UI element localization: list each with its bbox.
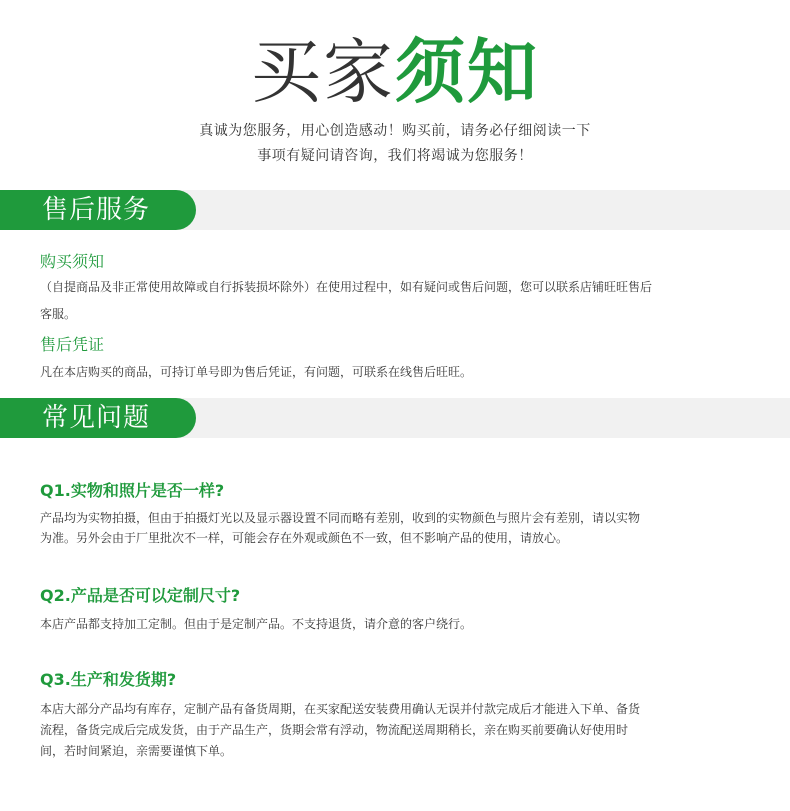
after-sales-section-bar [0, 190, 790, 230]
header [0, 0, 790, 190]
faq-section-bar [0, 398, 790, 438]
voucher-text: 凡在本店购买的商品，可持订单号即为售后凭证，有问题，可联系在线售后旺旺。 [40, 365, 473, 379]
intro-line-2: 事项有疑问请咨询，我们将竭诚为您服务！ [257, 148, 533, 164]
purchase-notice-title: 购买须知 [40, 252, 105, 271]
after-sales-heading: 售后服务 [42, 195, 151, 225]
intro-line-1: 真诚为您服务，用心创造感动！购买前，请务必仔细阅读一下 [199, 123, 591, 139]
after-sales-tab [0, 190, 196, 230]
faq-q2-answer-line-1: 本店产品都支持加工定制。但由于是定制产品。不支持退货，请介意的客户绕行。 [40, 617, 473, 631]
faq-q3-answer-line-1: 本店大部分产品均有库存，定制产品有备货周期，在买家配送安装费用确认无误并付款完成后才能进入下单、备货 [40, 702, 641, 716]
faq-q3-answer-line-2: 流程，备货完成后完成发货，由于产品生产，货期会常有浮动，物流配送周期稍长，亲在购买前要确认好使用时 [40, 723, 629, 737]
purchase-notice-line-2: 客服。 [40, 307, 77, 321]
faq-q1-question: Q1.实物和照片是否一样? [40, 481, 225, 500]
faq-q1-answer-line-1: 产品均为实物拍摄，但由于拍摄灯光以及显示器设置不同而略有差别，收到的实物颜色与照片会有差别，请以实物 [40, 511, 641, 525]
faq-q2-question: Q2.产品是否可以定制尺寸? [40, 586, 241, 605]
faq-q1-answer-line-2: 为准。另外会由于厂里批次不一样，可能会存在外观或颜色不一致，但不影响产品的使用，请放心。 [40, 531, 569, 545]
purchase-notice-line-1: （自提商品及非正常使用故障或自行拆装损坏除外）在使用过程中，如有疑问或售后问题，您可以联系店铺旺旺售后 [40, 280, 653, 294]
faq-q3-question: Q3.生产和发货期? [40, 670, 177, 689]
title-part-2: 须知 [395, 31, 539, 113]
title-part-1: 买家 [251, 31, 395, 113]
faq-tab [0, 398, 196, 438]
faq-q3-answer-line-3: 间，若时间紧迫，亲需要谨慎下单。 [40, 744, 233, 758]
voucher-title: 售后凭证 [40, 335, 105, 354]
page-title [0, 28, 790, 116]
faq-heading: 常见问题 [42, 403, 151, 433]
